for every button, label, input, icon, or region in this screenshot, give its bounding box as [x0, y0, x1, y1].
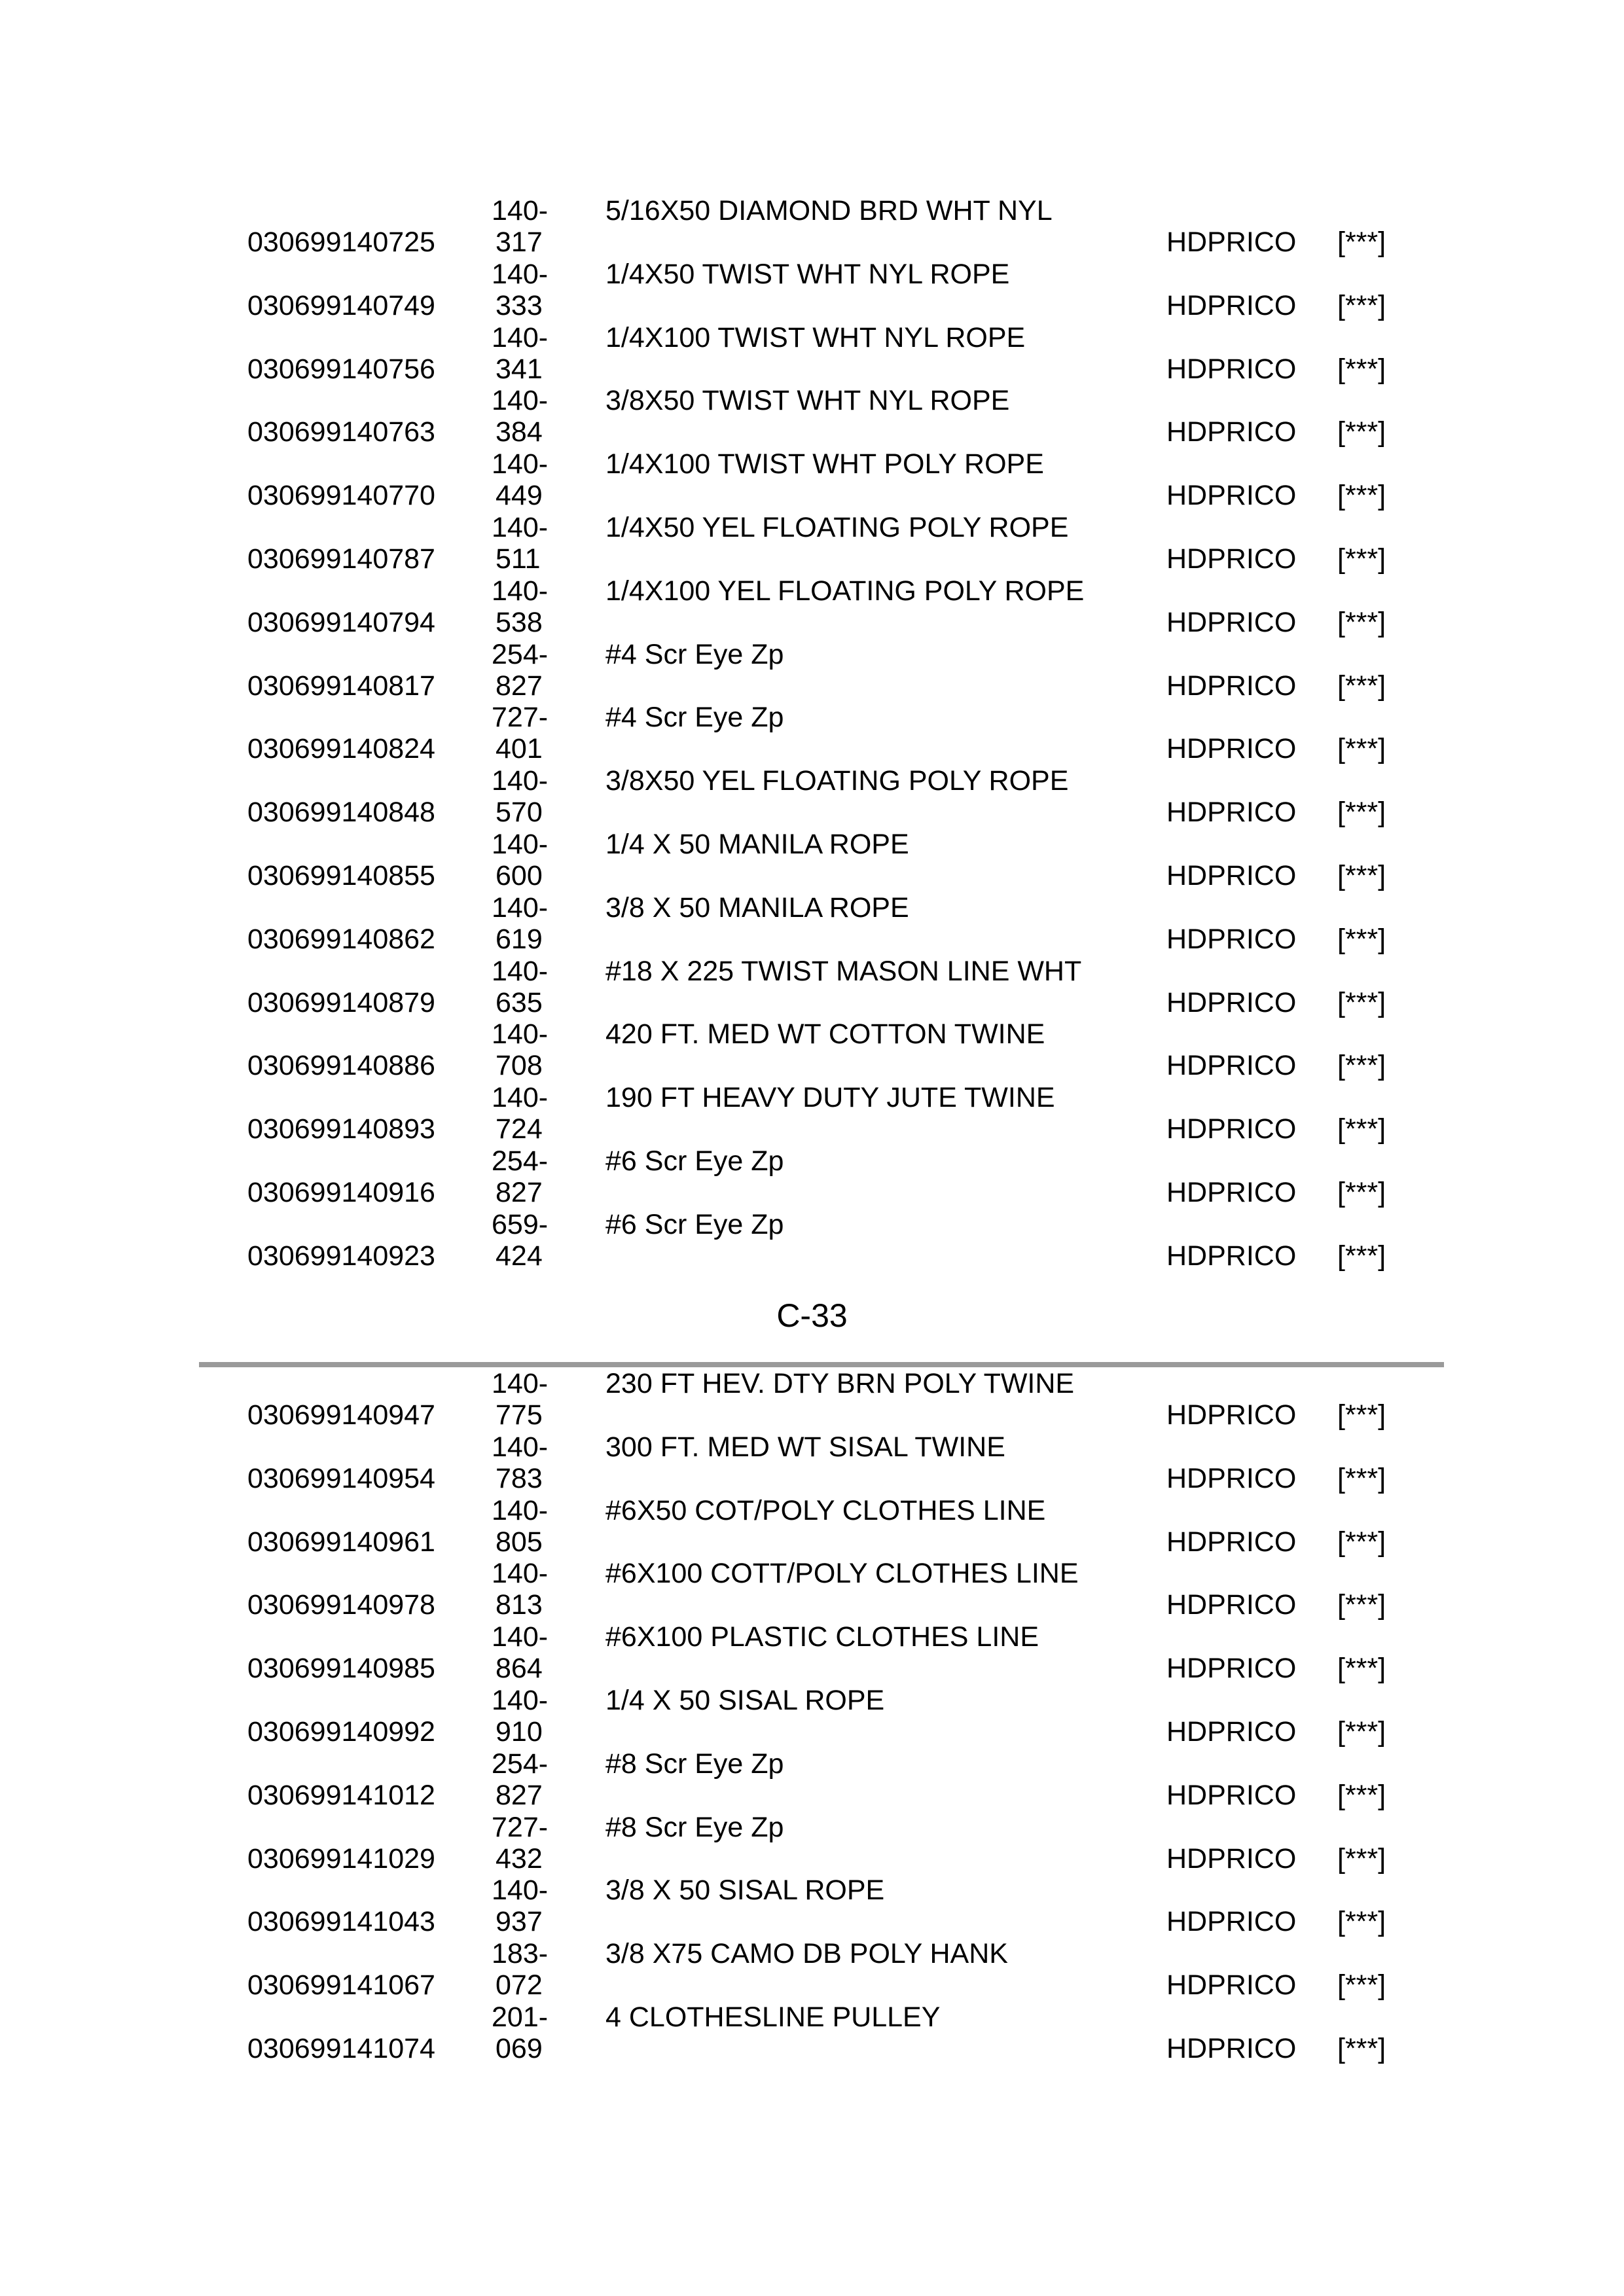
sku-suffix: 570 — [496, 797, 543, 829]
upc-code: 030699140787 — [247, 543, 435, 575]
product-row — [0, 1685, 1624, 1748]
upc-code: 030699140916 — [247, 1176, 435, 1208]
redaction-flag: [***] — [1337, 986, 1386, 1018]
vendor-code: HDPRICO — [1166, 1240, 1297, 1272]
item-description: #6X50 COT/POLY CLOTHES LINE — [605, 1494, 1046, 1526]
product-row — [0, 322, 1624, 386]
product-row — [0, 1018, 1624, 1082]
sku-prefix: 140- — [492, 1684, 549, 1716]
product-row — [0, 1748, 1624, 1812]
sku-prefix: 659- — [492, 1208, 549, 1240]
vendor-code: HDPRICO — [1166, 2032, 1297, 2064]
page-divider — [199, 1362, 1444, 1367]
sku-prefix: 140- — [492, 258, 549, 290]
item-description: #4 Scr Eye Zp — [605, 638, 784, 670]
upc-code: 030699140848 — [247, 797, 435, 829]
product-row — [0, 195, 1624, 259]
sku-suffix: 635 — [496, 986, 543, 1018]
sku-suffix: 449 — [496, 480, 543, 512]
sku-suffix: 724 — [496, 1113, 543, 1145]
sku-suffix: 511 — [496, 543, 541, 575]
sku-suffix: 937 — [496, 1906, 543, 1938]
sku-suffix: 432 — [496, 1842, 543, 1874]
vendor-code: HDPRICO — [1166, 606, 1297, 638]
item-description: 3/8 X75 CAMO DB POLY HANK — [605, 1938, 1008, 1970]
redaction-flag: [***] — [1337, 416, 1386, 448]
upc-code: 030699140923 — [247, 1240, 435, 1272]
upc-code: 030699141029 — [247, 1842, 435, 1874]
item-description: 1/4X100 TWIST WHT NYL ROPE — [605, 321, 1026, 353]
redaction-flag: [***] — [1337, 289, 1386, 321]
upc-code: 030699140992 — [247, 1715, 435, 1748]
redaction-flag: [***] — [1337, 1969, 1386, 2001]
vendor-code: HDPRICO — [1166, 1589, 1297, 1621]
upc-code: 030699141012 — [247, 1779, 435, 1811]
sku-suffix: 619 — [496, 923, 543, 955]
sku-prefix: 140- — [492, 1018, 549, 1050]
upc-code: 030699140725 — [247, 226, 435, 258]
product-row — [0, 259, 1624, 322]
item-description: 1/4 X 50 MANILA ROPE — [605, 828, 909, 860]
sku-suffix: 072 — [496, 1969, 543, 2001]
sku-suffix: 341 — [496, 353, 543, 385]
item-description: 1/4X50 TWIST WHT NYL ROPE — [605, 258, 1010, 290]
sku-prefix: 140- — [492, 385, 549, 417]
item-description: 300 FT. MED WT SISAL TWINE — [605, 1431, 1005, 1463]
product-row — [0, 1558, 1624, 1621]
product-row — [0, 1082, 1624, 1145]
product-row — [0, 892, 1624, 956]
upc-code: 030699141074 — [247, 2032, 435, 2064]
upc-code: 030699140817 — [247, 670, 435, 702]
product-row — [0, 1145, 1624, 1209]
sku-prefix: 140- — [492, 765, 549, 797]
item-description: #18 X 225 TWIST MASON LINE WHT — [605, 955, 1082, 987]
item-description: 190 FT HEAVY DUTY JUTE TWINE — [605, 1082, 1055, 1114]
sku-prefix: 727- — [492, 1811, 549, 1843]
sku-suffix: 775 — [496, 1399, 543, 1431]
product-row — [0, 575, 1624, 639]
upc-code: 030699141067 — [247, 1969, 435, 2001]
redaction-flag: [***] — [1337, 606, 1386, 638]
sku-prefix: 140- — [492, 1621, 549, 1653]
sku-prefix: 140- — [492, 955, 549, 987]
redaction-flag: [***] — [1337, 543, 1386, 575]
sku-suffix: 827 — [496, 1779, 543, 1811]
redaction-flag: [***] — [1337, 797, 1386, 829]
redaction-flag: [***] — [1337, 1715, 1386, 1748]
vendor-code: HDPRICO — [1166, 226, 1297, 258]
item-description: #6X100 PLASTIC CLOTHES LINE — [605, 1621, 1039, 1653]
redaction-flag: [***] — [1337, 1526, 1386, 1558]
vendor-code: HDPRICO — [1166, 986, 1297, 1018]
sku-suffix: 600 — [496, 859, 543, 891]
sku-suffix: 910 — [496, 1715, 543, 1748]
product-list-section-2 — [0, 1368, 1624, 2065]
vendor-code: HDPRICO — [1166, 1399, 1297, 1431]
vendor-code: HDPRICO — [1166, 859, 1297, 891]
vendor-code: HDPRICO — [1166, 543, 1297, 575]
upc-code: 030699140947 — [247, 1399, 435, 1431]
redaction-flag: [***] — [1337, 1653, 1386, 1685]
redaction-flag: [***] — [1337, 480, 1386, 512]
redaction-flag: [***] — [1337, 1779, 1386, 1811]
redaction-flag: [***] — [1337, 733, 1386, 765]
sku-prefix: 140- — [492, 891, 549, 924]
redaction-flag: [***] — [1337, 1240, 1386, 1272]
item-description: 5/16X50 DIAMOND BRD WHT NYL — [605, 195, 1053, 226]
upc-code: 030699140862 — [247, 923, 435, 955]
product-row — [0, 1938, 1624, 2001]
vendor-code: HDPRICO — [1166, 480, 1297, 512]
vendor-code: HDPRICO — [1166, 1715, 1297, 1748]
item-description: 420 FT. MED WT COTTON TWINE — [605, 1018, 1045, 1050]
product-row — [0, 702, 1624, 765]
upc-code: 030699140886 — [247, 1050, 435, 1082]
sku-prefix: 140- — [492, 1494, 549, 1526]
product-row — [0, 1368, 1624, 1431]
sku-prefix: 140- — [492, 1082, 549, 1114]
item-description: 230 FT HEV. DTY BRN POLY TWINE — [605, 1368, 1075, 1399]
sku-suffix: 827 — [496, 670, 543, 702]
sku-prefix: 727- — [492, 702, 549, 734]
sku-prefix: 183- — [492, 1938, 549, 1970]
item-description: #4 Scr Eye Zp — [605, 702, 784, 734]
redaction-flag: [***] — [1337, 353, 1386, 385]
redaction-flag: [***] — [1337, 1842, 1386, 1874]
product-row — [0, 2001, 1624, 2065]
item-description: 1/4X100 YEL FLOATING POLY ROPE — [605, 575, 1085, 607]
vendor-code: HDPRICO — [1166, 733, 1297, 765]
redaction-flag: [***] — [1337, 1113, 1386, 1145]
sku-prefix: 140- — [492, 448, 549, 480]
product-row — [0, 385, 1624, 448]
vendor-code: HDPRICO — [1166, 1969, 1297, 2001]
sku-prefix: 140- — [492, 575, 549, 607]
vendor-code: HDPRICO — [1166, 289, 1297, 321]
sku-suffix: 401 — [496, 733, 543, 765]
page-number: C-33 — [776, 1297, 848, 1334]
product-row — [0, 512, 1624, 575]
sku-prefix: 201- — [492, 2001, 549, 2033]
sku-suffix: 813 — [496, 1589, 543, 1621]
redaction-flag: [***] — [1337, 226, 1386, 258]
sku-suffix: 538 — [496, 606, 543, 638]
redaction-flag: [***] — [1337, 670, 1386, 702]
item-description: #8 Scr Eye Zp — [605, 1811, 784, 1843]
upc-code: 030699140763 — [247, 416, 435, 448]
upc-code: 030699141043 — [247, 1906, 435, 1938]
redaction-flag: [***] — [1337, 1462, 1386, 1494]
item-description: #8 Scr Eye Zp — [605, 1748, 784, 1780]
upc-code: 030699140893 — [247, 1113, 435, 1145]
item-description: #6 Scr Eye Zp — [605, 1145, 784, 1177]
product-row — [0, 956, 1624, 1019]
product-row — [0, 829, 1624, 892]
sku-suffix: 069 — [496, 2032, 543, 2064]
vendor-code: HDPRICO — [1166, 416, 1297, 448]
sku-prefix: 140- — [492, 195, 549, 226]
sku-prefix: 140- — [492, 1368, 549, 1399]
sku-suffix: 864 — [496, 1653, 543, 1685]
item-description: 1/4X50 YEL FLOATING POLY ROPE — [605, 511, 1069, 543]
sku-suffix: 783 — [496, 1462, 543, 1494]
sku-suffix: 424 — [496, 1240, 543, 1272]
redaction-flag: [***] — [1337, 1589, 1386, 1621]
item-description: 3/8 X 50 MANILA ROPE — [605, 891, 909, 924]
item-description: #6X100 COTT/POLY CLOTHES LINE — [605, 1558, 1079, 1590]
product-row — [0, 1621, 1624, 1685]
upc-code: 030699140756 — [247, 353, 435, 385]
redaction-flag: [***] — [1337, 1176, 1386, 1208]
vendor-code: HDPRICO — [1166, 670, 1297, 702]
vendor-code: HDPRICO — [1166, 1050, 1297, 1082]
vendor-code: HDPRICO — [1166, 1113, 1297, 1145]
sku-prefix: 140- — [492, 321, 549, 353]
item-description: 4 CLOTHESLINE PULLEY — [605, 2001, 941, 2033]
product-row — [0, 1431, 1624, 1495]
redaction-flag: [***] — [1337, 1399, 1386, 1431]
item-description: 3/8X50 TWIST WHT NYL ROPE — [605, 385, 1010, 417]
item-description: 1/4 X 50 SISAL ROPE — [605, 1684, 885, 1716]
vendor-code: HDPRICO — [1166, 1176, 1297, 1208]
item-description: 3/8X50 YEL FLOATING POLY ROPE — [605, 765, 1069, 797]
redaction-flag: [***] — [1337, 2032, 1386, 2064]
item-description: 3/8 X 50 SISAL ROPE — [605, 1874, 885, 1907]
vendor-code: HDPRICO — [1166, 923, 1297, 955]
sku-suffix: 333 — [496, 289, 543, 321]
product-row — [0, 448, 1624, 512]
vendor-code: HDPRICO — [1166, 353, 1297, 385]
upc-code: 030699140749 — [247, 289, 435, 321]
sku-prefix: 254- — [492, 1145, 549, 1177]
vendor-code: HDPRICO — [1166, 1779, 1297, 1811]
redaction-flag: [***] — [1337, 923, 1386, 955]
product-row — [0, 1209, 1624, 1272]
sku-prefix: 140- — [492, 1874, 549, 1907]
upc-code: 030699140985 — [247, 1653, 435, 1685]
upc-code: 030699140794 — [247, 606, 435, 638]
sku-prefix: 140- — [492, 1431, 549, 1463]
redaction-flag: [***] — [1337, 859, 1386, 891]
vendor-code: HDPRICO — [1166, 1462, 1297, 1494]
upc-code: 030699140855 — [247, 859, 435, 891]
sku-prefix: 140- — [492, 1558, 549, 1590]
vendor-code: HDPRICO — [1166, 797, 1297, 829]
sku-suffix: 317 — [496, 226, 543, 258]
vendor-code: HDPRICO — [1166, 1906, 1297, 1938]
sku-prefix: 140- — [492, 828, 549, 860]
product-row — [0, 639, 1624, 702]
upc-code: 030699140770 — [247, 480, 435, 512]
upc-code: 030699140954 — [247, 1462, 435, 1494]
vendor-code: HDPRICO — [1166, 1653, 1297, 1685]
upc-code: 030699140961 — [247, 1526, 435, 1558]
product-list-section-1 — [0, 195, 1624, 1272]
item-description: 1/4X100 TWIST WHT POLY ROPE — [605, 448, 1044, 480]
product-row — [0, 1874, 1624, 1938]
vendor-code: HDPRICO — [1166, 1526, 1297, 1558]
product-row — [0, 765, 1624, 829]
sku-suffix: 384 — [496, 416, 543, 448]
redaction-flag: [***] — [1337, 1906, 1386, 1938]
sku-suffix: 827 — [496, 1176, 543, 1208]
product-row — [0, 1812, 1624, 1875]
vendor-code: HDPRICO — [1166, 1842, 1297, 1874]
sku-suffix: 805 — [496, 1526, 543, 1558]
upc-code: 030699140824 — [247, 733, 435, 765]
sku-suffix: 708 — [496, 1050, 543, 1082]
item-description: #6 Scr Eye Zp — [605, 1208, 784, 1240]
product-row — [0, 1495, 1624, 1558]
upc-code: 030699140978 — [247, 1589, 435, 1621]
sku-prefix: 254- — [492, 1748, 549, 1780]
redaction-flag: [***] — [1337, 1050, 1386, 1082]
sku-prefix: 254- — [492, 638, 549, 670]
sku-prefix: 140- — [492, 511, 549, 543]
upc-code: 030699140879 — [247, 986, 435, 1018]
